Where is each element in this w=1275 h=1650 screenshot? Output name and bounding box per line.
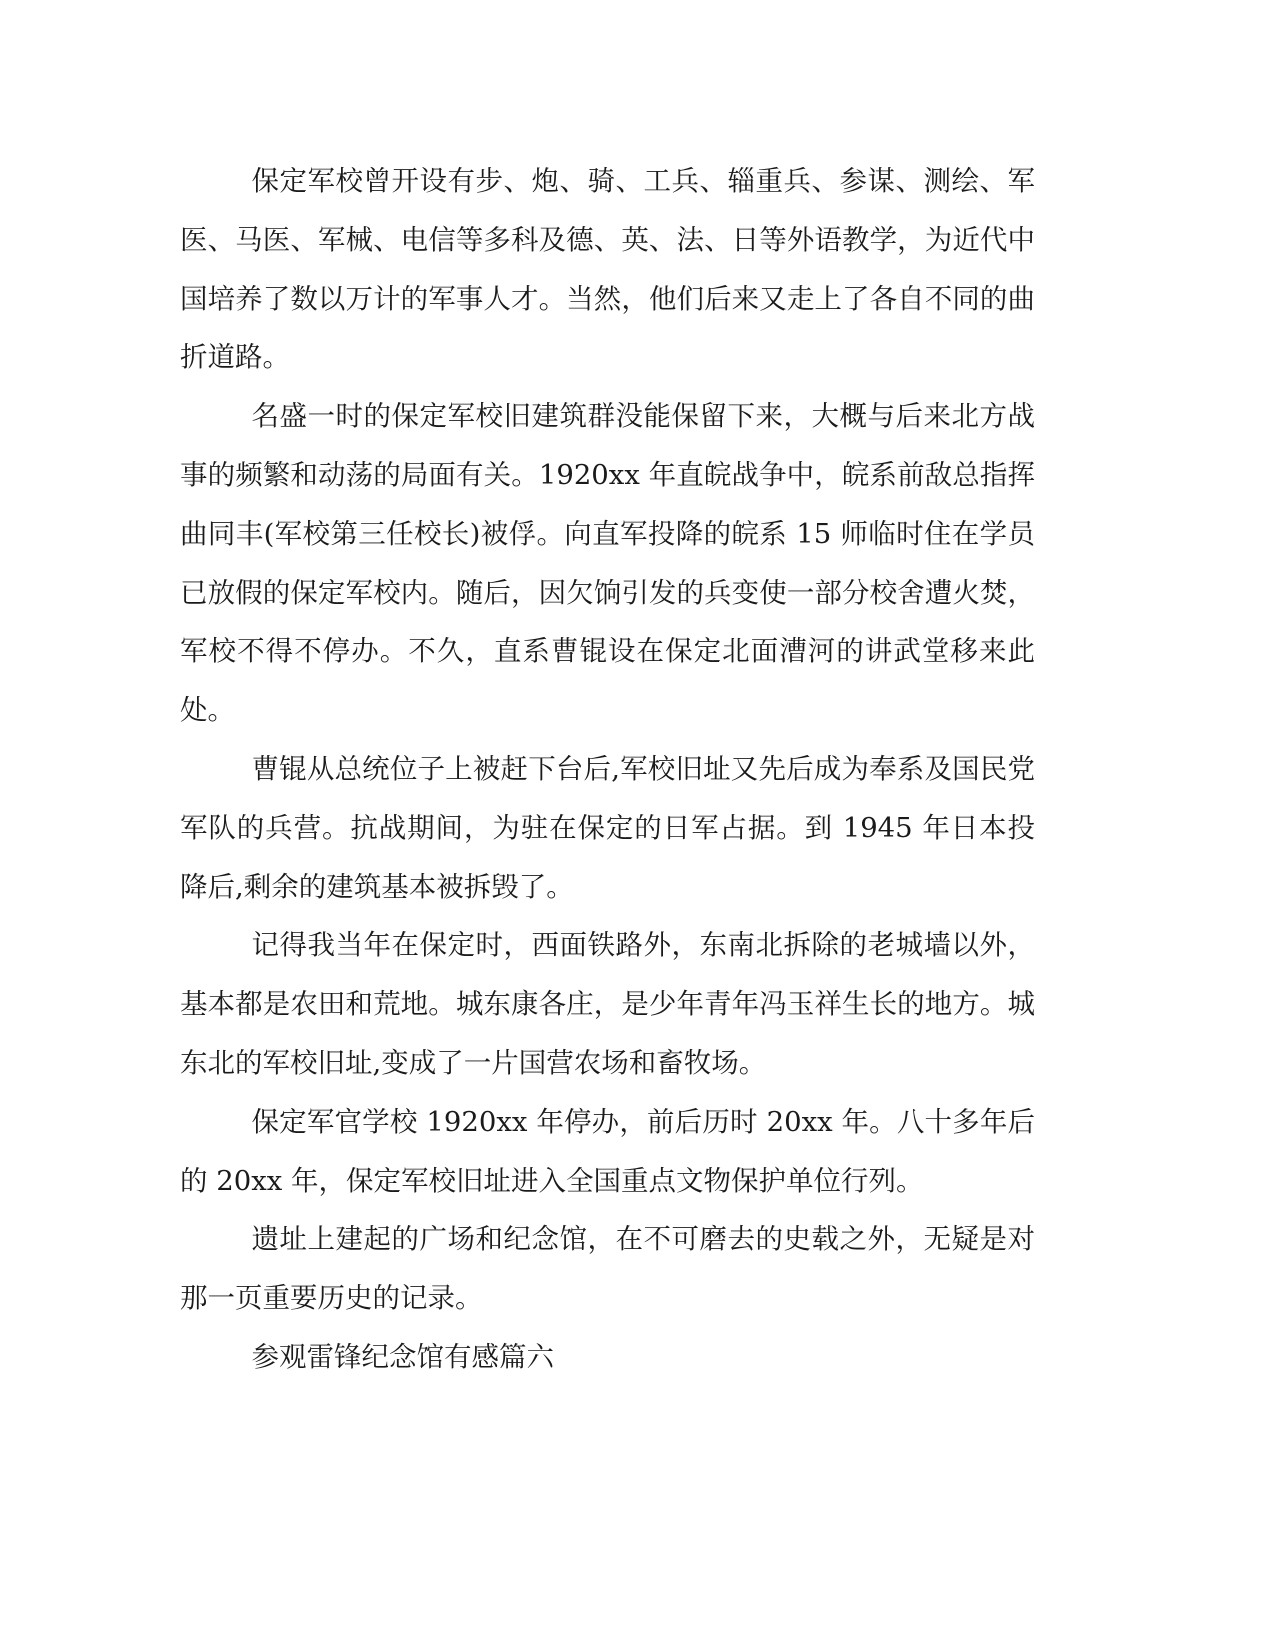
- paragraph-2: 名盛一时的保定军校旧建筑群没能保留下来，大概与后来北方战事的频繁和动荡的局面有关。1920xx 年直皖战争中，皖系前敌总指挥曲同丰(军校第三任校长)被俘。向直军投降的皖系 15 师临时住在学员已放假的保定军校内。随后，因欠饷引发的兵变使一部分校舍遭火焚，军校不得不停办。不久，直系曹锟设在保定北面漕河的讲武堂移来此处。: [180, 400, 1035, 727]
- paragraph-1: 保定军校曾开设有步、炮、骑、工兵、辎重兵、参谋、测绘、军医、马医、军械、电信等多科及德、英、法、日等外语教学，为近代中国培养了数以万计的军事人才。当然，他们后来又走上了各自不同的曲折道路。: [180, 165, 1035, 374]
- section-heading: 参观雷锋纪念馆有感篇六: [251, 1340, 554, 1373]
- paragraph-5: 保定军官学校 1920xx 年停办，前后历时 20xx 年。八十多年后的 20xx 年，保定军校旧址进入全国重点文物保护单位行列。: [180, 1105, 1035, 1197]
- paragraph-3: 曹锟从总统位子上被赶下台后,军校旧址又先后成为奉系及国民党军队的兵营。抗战期间，为驻在保定的日军占据。到 1945 年日本投降后,剩余的建筑基本被拆毁了。: [180, 752, 1035, 903]
- document-page: [180, 152, 1035, 1387]
- paragraph-6: 遗址上建起的广场和纪念馆，在不可磨去的史载之外，无疑是对那一页重要历史的记录。: [180, 1223, 1035, 1315]
- paragraph-4: 记得我当年在保定时，西面铁路外，东南北拆除的老城墙以外，基本都是农田和荒地。城东康各庄，是少年青年冯玉祥生长的地方。城东北的军校旧址,变成了一片国营农场和畜牧场。: [180, 929, 1035, 1079]
